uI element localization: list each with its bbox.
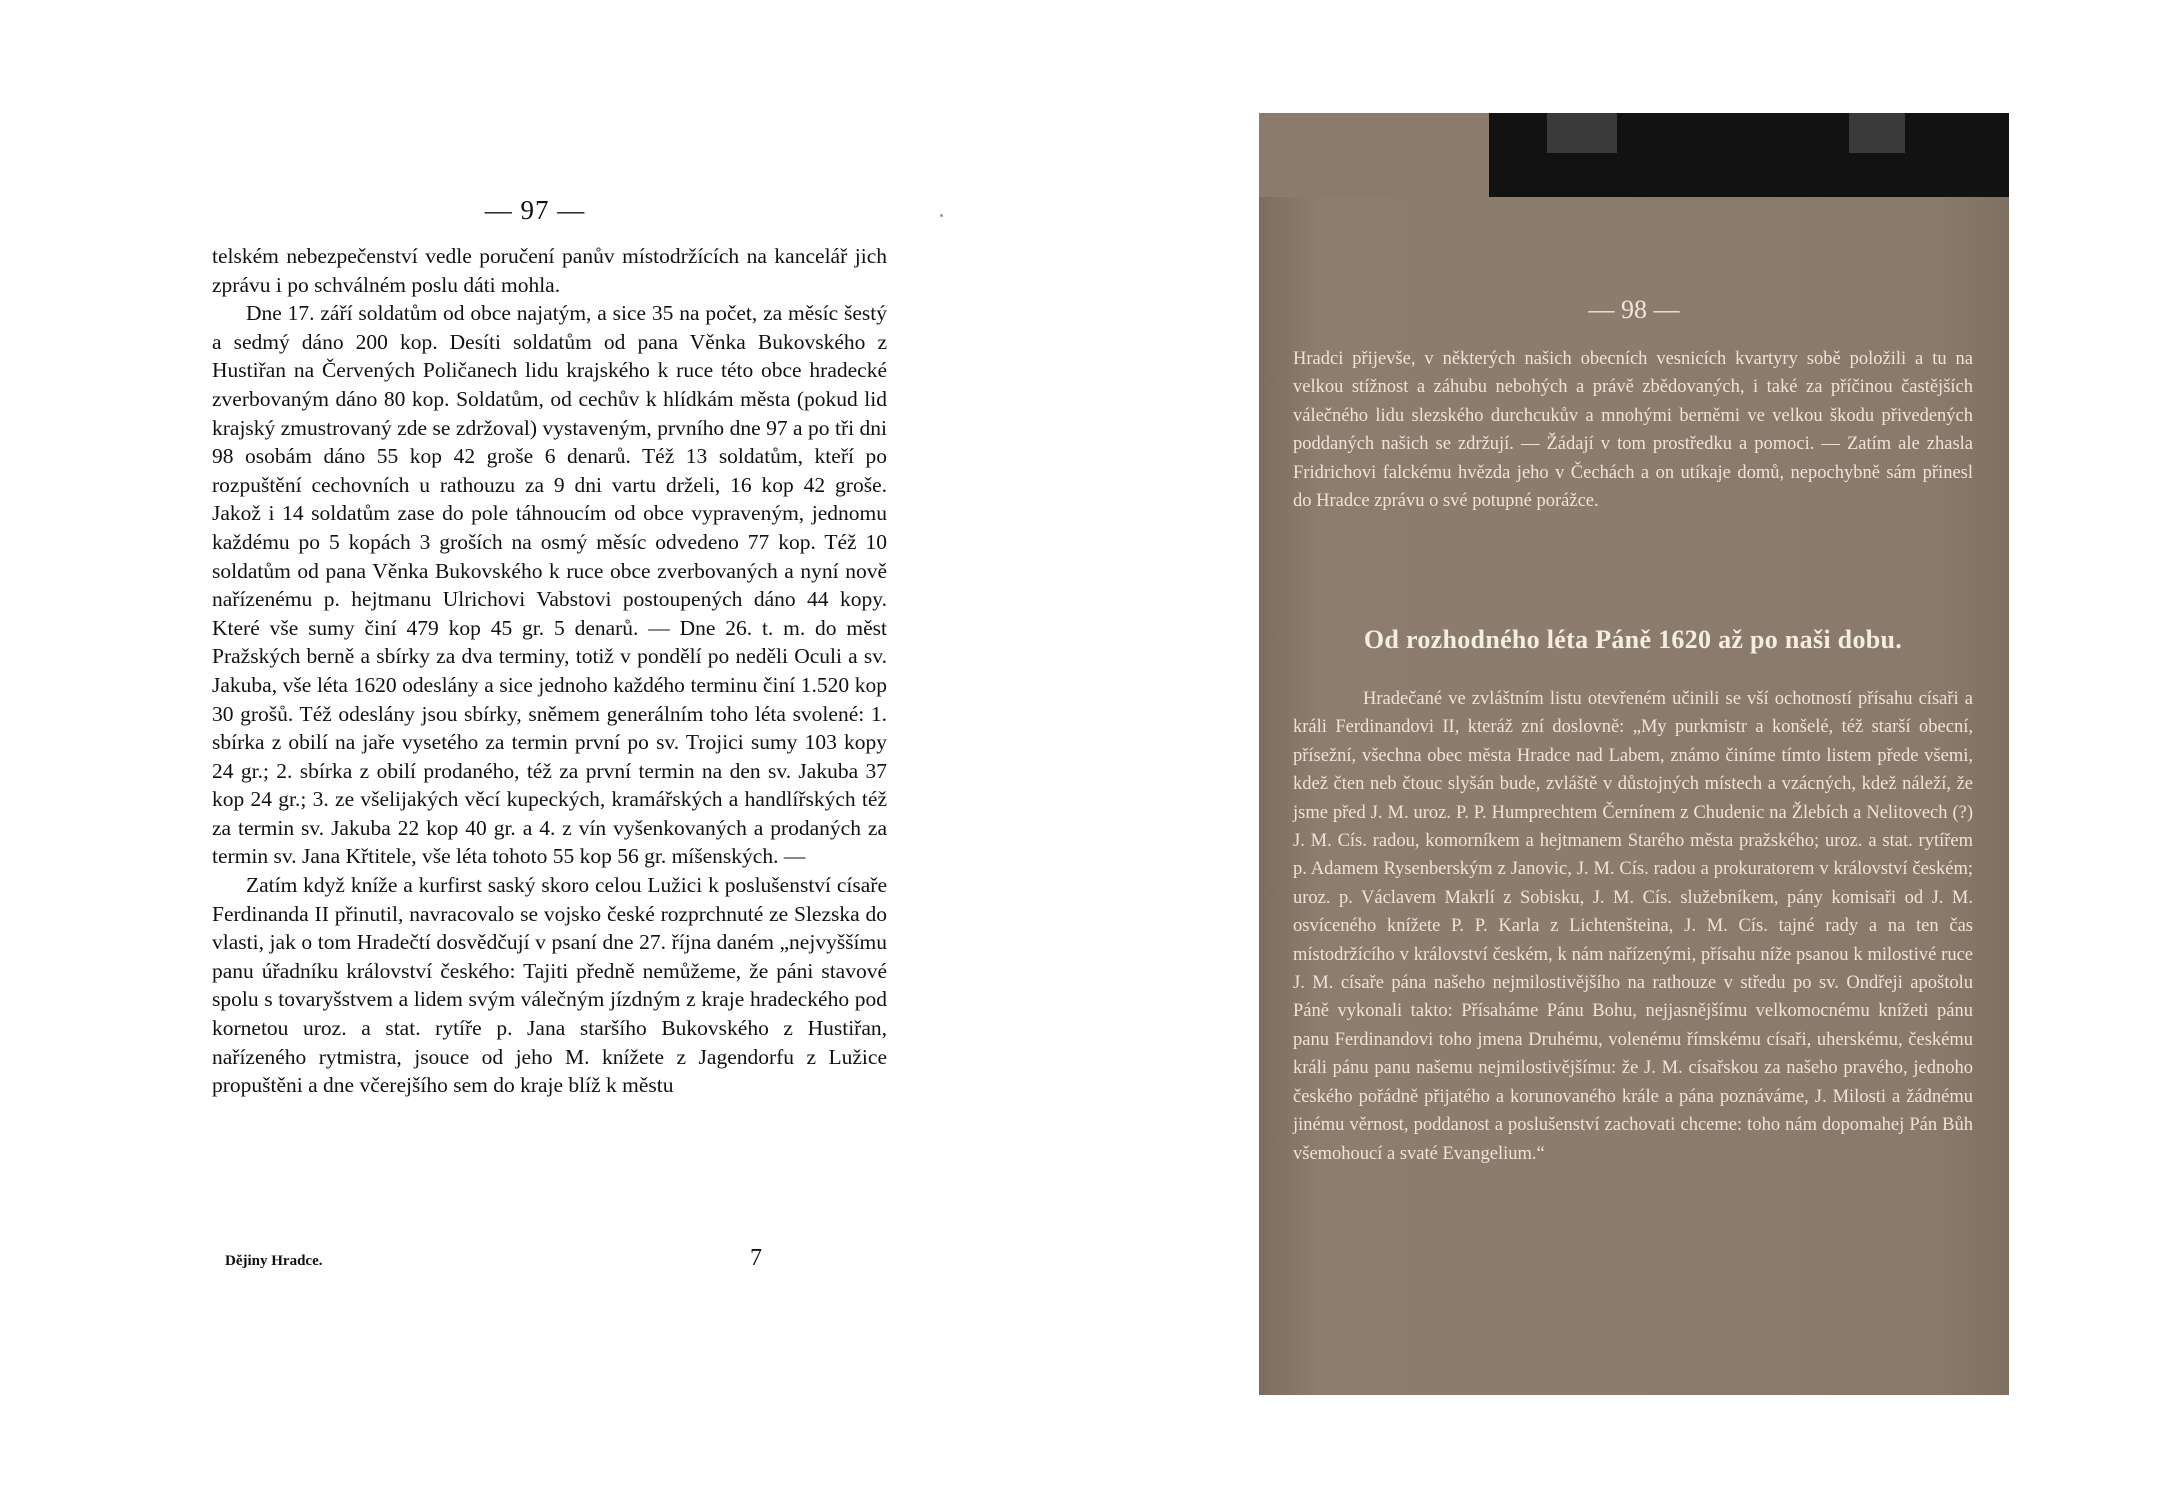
left-paragraph-3: Zatím když kníže a kurfirst saský skoro celou Lužici k poslušenství císaře Ferdinanda II přinutil, navracovalo se vojsko české rozprchnuté ze Slezska do vlasti, jak o tom Hradečtí dosvědčují v psaní dne 27. října daném „nejvyššímu panu úřadníku království českého: Tajiti předně nemůžeme, že páni stavové spolu s tovaryšstvem a lidem svým válečným jízdným z kraje hradeckého pod kornetou uroz. a stat. rytíře p. Jana staršího Bukovského z Hustiřan, nařízeného rytmistra, jsouce od jeho M. knížete z Jagendorfu z Lužice propuštěni a dne včerejšího sem do kraje blíž k městu bbox=[212, 873, 887, 1098]
left-page-number: — 97 — bbox=[484, 195, 586, 225]
right-paragraph-1: Hradci přijevše, v některých našich obecních vesnicích kvartyry sobě položili a tu na velkou stížnost a záhubu nebohých a právě zbědovaných, i také za příčinou častějších válečného lidu slezského durchcukův a mnohými berněmi ve velkou škodu přivedených poddaných našich se zdržují. — Žádají v tom prostředku a pomoci. — Zatím ale zhasla Fridrichovi falckému hvězda jeho v Čechách a on utíkaje domů, nepochybně sám přinesl do Hradce zprávu o své potupné porážce. bbox=[1293, 349, 1973, 512]
signature-mark: 7 bbox=[750, 1245, 762, 1271]
chapter-heading: Od rozhodného léta Páně 1620 až po naši dobu. bbox=[1363, 625, 1903, 654]
left-page-body bbox=[212, 242, 887, 1100]
left-paragraph-1: telském nebezpečenství vedle poručení panův místodržících na kancelář jich zprávu i po schválném poslu dáti mohla. bbox=[212, 244, 887, 297]
right-page-body-top bbox=[1293, 345, 1973, 515]
right-page-body-bottom bbox=[1293, 685, 1973, 1168]
scan-black-block bbox=[1489, 113, 2009, 197]
scan-speck bbox=[940, 214, 943, 217]
left-page-footer bbox=[225, 1245, 785, 1271]
scan-grey-patch-left bbox=[1547, 113, 1617, 153]
left-paragraph-2: Dne 17. září soldatům od obce najatým, a sice 35 na počet, za měsíc šestý a sedmý dáno 200 kop. Desíti soldatům od pana Věnka Bukovského z Hustiřan na Červených Poličanech lidu krajského k ruce této obce hradecké zverbovaným dáno 80 kop. Soldatům, od cechův k hlídkám města (pokud lid krajský zmustrovaný zde se zdržoval) vystaveným, prvního dne 97 a po tři dni 98 osobám dáno 55 kop 42 groše 6 denarů. Též 13 soldatům, kteří po rozpuštění cechovních u rathouzu za 9 dni vartu drželi, 16 kop 42 groše. Jakož i 14 soldatům zase do pole táhnoucím od obce vypraveným, jednomu každému po 5 kopách 3 groších na osmý měsíc odvedeno 77 kop. Též 10 soldatům od pana Věnka Bukovského k ruce obce zverbovaných a nyní nově nařízenému p. hejtmanu Ulrichovi Vabstovi postoupených dáno 44 kopy. Které vše sumy činí 479 kop 45 gr. 5 denarů. — Dne 26. t. m. do měst Pražských berně a sbírky za dva terminy, totiž v pondělí po neděli Oculi a sv. Jakuba, vše léta 1620 odeslány a sice jednoho každého terminu činí 1.520 kop 30 grošů. Též odeslány jsou sbírky, sněmem generálním toho léta svolené: 1. sbírka z obilí na jaře vysetého za termin první po sv. Trojici sumy 103 kopy 24 gr.; 2. sbírka z obilí prodaného, též za první termin na den sv. Jakuba 37 kop 24 gr.; 3. ze všelijakých věcí kupeckých, kramářských a handlířských též za termin sv. Jakuba 22 kop 40 gr. a 4. z vín vyšenkovaných a prodaných za termin sv. Jana Křtitele, vše léta tohoto 55 kop 56 gr. míšenských. — bbox=[212, 301, 887, 869]
book-title-footer: Dějiny Hradce. bbox=[225, 1253, 323, 1269]
scan-grey-patch-right bbox=[1849, 113, 1905, 153]
right-page-number: — 98 — bbox=[1588, 295, 1680, 324]
right-paragraph-2: Hradečané ve zvláštním listu otevřeném učinili se vší ochotností přísahu císaři a králi Ferdinandovi II, kteráž zní doslovně: „My purkmistr a konšelé, též starší obecní, přísežní, všechna obec města Hradce nad Labem, známo činíme tímto listem přede všemi, kdež čten neb čtouc slyšán bude, zvláště v důstojných místech a vzácných, kdež náleží, že jsme před J. M. uroz. P. P. Humprechtem Černínem z Chudenic na Žlebích a Nelitovech (?) J. M. Cís. radou, komorníkem a hejtmanem Starého města pražského; uroz. a stat. rytířem p. Adamem Rysenberským z Janovic, J. M. Cís. radou a prokuratorem v království českém; uroz. p. Václavem Makrlí z Sobisku, J. M. Cís. služebníkem, pány komisaři od J. M. osvíceného knížete P. P. Karla z Lichtenšteina, J. M. Cís. tajné rady a na ten čas místodržícího v království českém, k nám nařízenými, přísahu níže psanou k milostivé ruce J. M. císaře pána našeho nejmilostivějšího na rathouze v středu po sv. Ondřeji apoštolu Páně vykonali takto: Přísaháme Pánu Bohu, nejjasnějšímu velkomocnému knížeti pánu panu Ferdinandovi toho jmena Druhému, volenému římskému císaři, uherskému, českému králi pánu panu našemu nejmilostivějšímu: že J. M. císařskou za našeho pravého, jednoho českého pořádně přijatého a korunovaného krále a pána poznáváme, J. Milosti a žádnému jinému věrnost, poddanost a poslušenství zachovati chceme: toho nám dopomahej Pán Bůh všemohoucí a svaté Evangelium.“ bbox=[1293, 689, 1973, 1164]
right-page bbox=[1259, 113, 2009, 1395]
